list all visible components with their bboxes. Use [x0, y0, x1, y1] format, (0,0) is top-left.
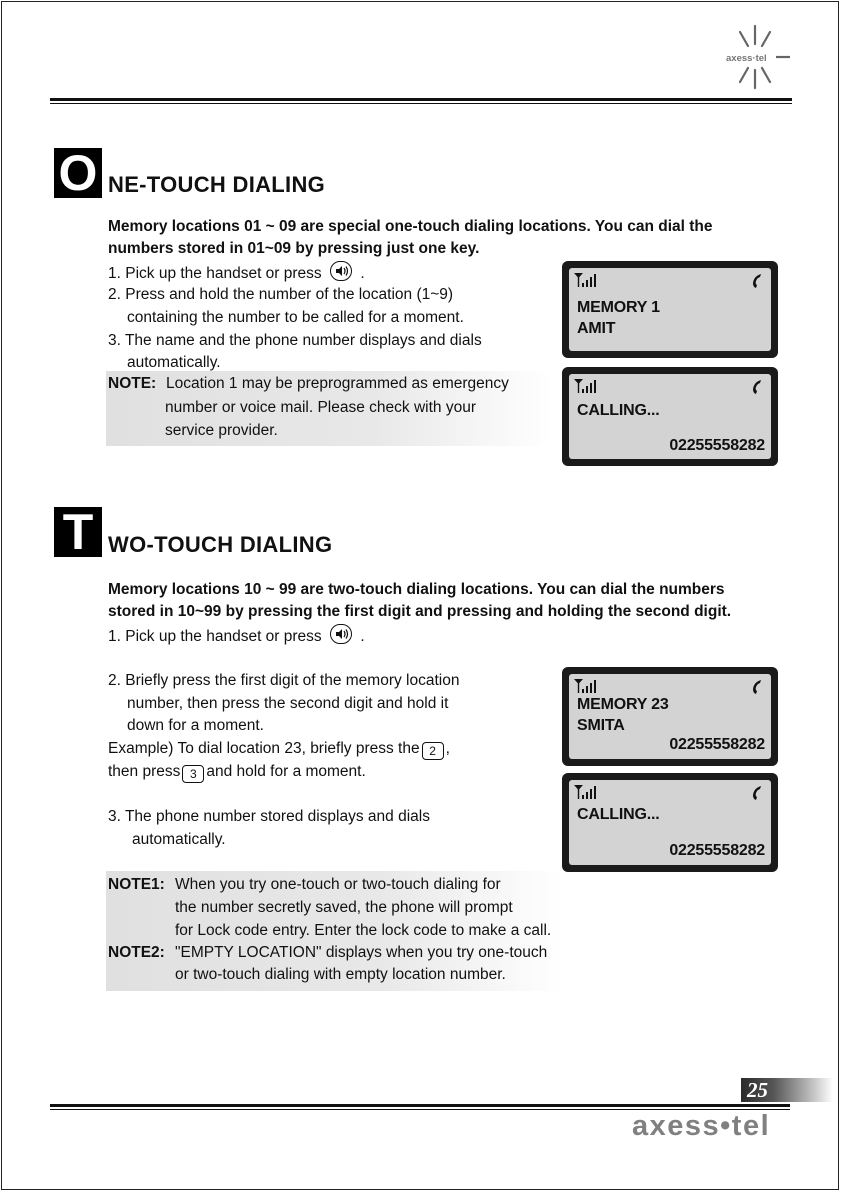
section2-initial: T [54, 507, 102, 557]
example-text: Example) To dial location 23, briefly press the [108, 740, 420, 757]
screen3-line2: SMITA [577, 717, 625, 734]
note2-label: NOTE2: [108, 944, 165, 961]
note1-line3: for Lock code entry. Enter the lock code to make a call. [175, 922, 552, 939]
section1-step2-line2: containing the number to be called for a moment. [127, 309, 464, 326]
screen2-number: 02255558282 [669, 437, 765, 454]
example-comma: , [445, 740, 450, 757]
section1-step3-line1: 3. The name and the phone number displays and dials [108, 332, 482, 349]
footer-brand: axess•tel [632, 1110, 771, 1142]
section2-step2-line3: down for a moment. [127, 717, 264, 734]
signal-icon [573, 784, 599, 800]
then-text-end: and hold for a moment. [206, 763, 366, 780]
section2-example [108, 738, 450, 761]
section1-step1-end: . [360, 265, 365, 282]
section2-step2-line2: number, then press the second digit and hold it [127, 695, 449, 712]
section1-initial: O [54, 148, 102, 198]
section2-intro-line2: stored in 10~99 by pressing the first digit and pressing and holding the second digit. [108, 603, 732, 620]
screen4-line1: CALLING... [577, 806, 660, 823]
handset-icon [751, 379, 765, 395]
signal-icon [573, 272, 599, 288]
screen4-number: 02255558282 [669, 842, 765, 859]
section2-title: WO-TOUCH DIALING [108, 532, 333, 557]
note1-line2: the number secretly saved, the phone will prompt [175, 899, 513, 916]
section2-step1 [108, 624, 365, 649]
handset-icon [751, 785, 765, 801]
section2-step2-line1: 2. Briefly press the first digit of the memory location [108, 672, 460, 689]
note2-line2: or two-touch dialing with empty location number. [175, 966, 506, 983]
section2-step3-line2: automatically. [132, 831, 226, 848]
speaker-key-icon [330, 261, 352, 281]
header-rule-thin [50, 103, 792, 104]
then-text: then press [108, 763, 181, 780]
section1-step1-text: 1. Pick up the handset or press [108, 265, 322, 282]
svg-text:axess·tel: axess·tel [726, 53, 767, 64]
phone-screen-memory23 [562, 667, 778, 766]
footer-rule [50, 1104, 790, 1107]
phone-screen-calling2 [562, 773, 778, 872]
section1-intro-line1: Memory locations 01 ~ 09 are special one-touch dialing locations. You can dial the [108, 218, 713, 235]
section1-note-line1: Location 1 may be preprogrammed as emergency [166, 375, 509, 392]
section2-step1-text: 1. Pick up the handset or press [108, 628, 322, 645]
header-rule [50, 98, 792, 101]
section1-title: NE-TOUCH DIALING [108, 172, 326, 197]
screen1-line1: MEMORY 1 [577, 299, 660, 316]
section1-note-label: NOTE: [108, 375, 157, 392]
screen2-line1: CALLING... [577, 402, 660, 419]
section1-intro-line2: numbers stored in 01~09 by pressing just one key. [108, 240, 480, 257]
section2-step3-line1: 3. The phone number stored displays and dials [108, 808, 430, 825]
handset-icon [751, 679, 765, 695]
section1-step2-line1: 2. Press and hold the number of the location (1~9) [108, 286, 454, 303]
page-number: 25 [747, 1078, 768, 1102]
signal-icon [573, 678, 599, 694]
signal-icon [573, 378, 599, 394]
phone-screen-calling1 [562, 367, 778, 466]
note1-label: NOTE1: [108, 876, 165, 893]
key-3-icon: 3 [182, 765, 204, 783]
section1-note-line3: service provider. [165, 422, 278, 439]
handset-icon [751, 273, 765, 289]
section1-step3-line2: automatically. [127, 354, 221, 371]
section2-step1-end: . [360, 628, 365, 645]
screen3-line1: MEMORY 23 [577, 696, 669, 713]
section2-then [108, 761, 366, 784]
section2-intro-line1: Memory locations 10 ~ 99 are two-touch dialing locations. You can dial the numbers [108, 581, 725, 598]
screen1-line2: AMIT [577, 320, 616, 337]
axesstel-logo [718, 24, 792, 90]
note1-line1: When you try one-touch or two-touch dialing for [175, 876, 501, 893]
speaker-key-icon [330, 624, 352, 644]
section1-step1 [108, 261, 365, 286]
screen3-number: 02255558282 [669, 736, 765, 753]
note2-line1: "EMPTY LOCATION" displays when you try one-touch [175, 944, 548, 961]
key-2-icon: 2 [422, 742, 444, 760]
section1-note-line2: number or voice mail. Please check with your [165, 399, 476, 416]
phone-screen-memory1 [562, 261, 778, 358]
